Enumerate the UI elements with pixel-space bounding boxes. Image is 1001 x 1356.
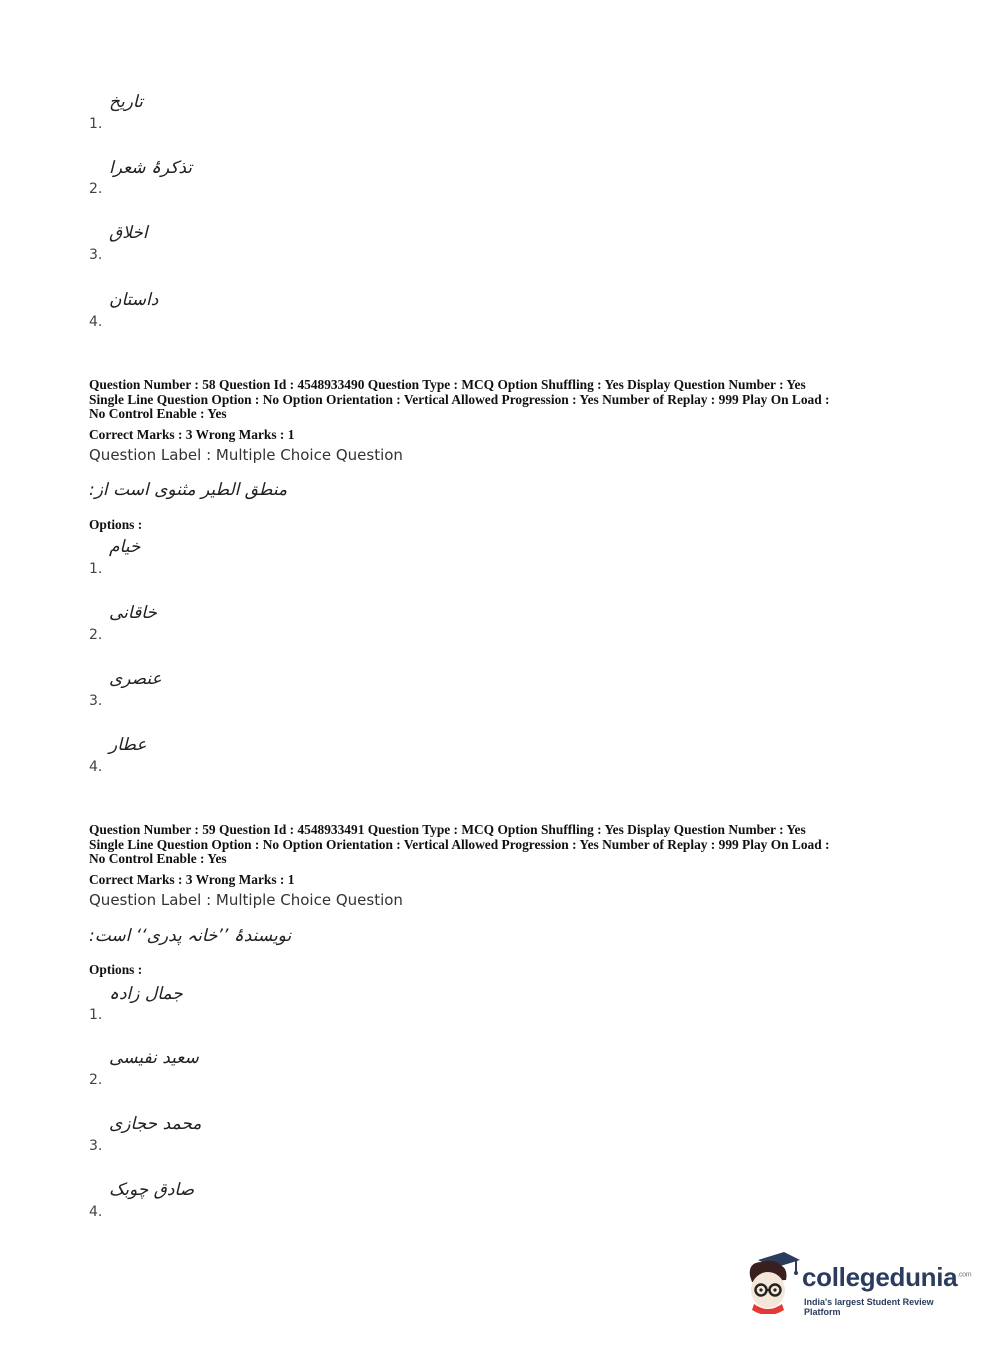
option-text: محمد حجازی [109, 1114, 202, 1134]
option-3[interactable] [89, 223, 289, 263]
option-number: 1. [89, 116, 103, 132]
q58-option-1[interactable] [89, 537, 289, 577]
option-number: 1. [89, 561, 103, 577]
option-number: 2. [89, 181, 103, 197]
logo-tagline: India's largest Student Review Platform [804, 1297, 934, 1317]
option-text: خاقانی [109, 603, 157, 623]
question-59-marks: Correct Marks : 3 Wrong Marks : 1 [89, 872, 295, 887]
option-text: عطار [109, 735, 147, 755]
option-text: اخلاق [109, 223, 148, 243]
question-58-text: منطق الطیر مثنوی است از: [89, 480, 288, 500]
option-number: 4. [89, 314, 103, 330]
option-number: 3. [89, 693, 103, 709]
meta-line: Single Line Question Option : No Option Orientation : Vertical Allowed Progression : Yes Number of Replay : 999 Play On Load : [89, 391, 830, 407]
meta-line: No Control Enable : Yes [89, 851, 227, 867]
option-2[interactable] [89, 157, 289, 197]
question-59-label: Question Label : Multiple Choice Question [89, 891, 403, 909]
option-4[interactable] [89, 290, 289, 330]
question-58-options-label: Options : [89, 517, 143, 532]
logo-wordmark [802, 1262, 971, 1293]
option-number: 2. [89, 1072, 103, 1088]
q59-option-2[interactable] [89, 1048, 289, 1088]
question-59-meta [89, 823, 929, 867]
meta-line: No Control Enable : Yes [89, 406, 227, 422]
option-number: 4. [89, 759, 103, 775]
meta-line: Question Number : 58 Question Id : 4548933490 Question Type : MCQ Option Shuffling : Yes Display Question Number : Yes [89, 377, 806, 392]
q59-option-3[interactable] [89, 1114, 289, 1154]
question-58-label: Question Label : Multiple Choice Question [89, 446, 403, 464]
option-text: داستان [109, 290, 159, 310]
q58-option-3[interactable] [89, 669, 289, 709]
option-number: 3. [89, 247, 103, 263]
question-58-meta [89, 378, 929, 422]
question-59-options-label: Options : [89, 962, 143, 977]
option-text: سعید نفیسی [109, 1048, 199, 1068]
option-text: صادق چوبک [109, 1180, 195, 1200]
option-text: جمال زادہ [109, 984, 183, 1004]
option-text: تاریخ [109, 92, 143, 112]
q59-option-4[interactable] [89, 1180, 289, 1220]
q58-option-4[interactable] [89, 735, 289, 775]
q58-option-2[interactable] [89, 603, 289, 643]
collegedunia-logo[interactable] [740, 1250, 970, 1320]
logo-word: collegedunia [802, 1262, 958, 1292]
option-number: 4. [89, 1204, 103, 1220]
option-number: 1. [89, 1007, 103, 1023]
student-mascot-icon [740, 1250, 802, 1314]
meta-line: Question Number : 59 Question Id : 4548933491 Question Type : MCQ Option Shuffling : Yes Display Question Number : Yes [89, 822, 806, 837]
option-number: 2. [89, 627, 103, 643]
logo-suffix: .com [957, 1271, 972, 1279]
question-58-marks: Correct Marks : 3 Wrong Marks : 1 [89, 427, 295, 442]
option-1[interactable] [89, 92, 289, 132]
option-number: 3. [89, 1138, 103, 1154]
meta-line: Single Line Question Option : No Option Orientation : Vertical Allowed Progression : Yes Number of Replay : 999 Play On Load : [89, 836, 830, 852]
question-59-text: نویسندۂ ’’خانہ پدری‘‘ است: [89, 926, 292, 946]
q59-option-1[interactable] [89, 983, 289, 1023]
option-text: خیام [109, 537, 141, 557]
option-text: عنصری [109, 669, 162, 689]
option-text: تذکرۂ شعرا [109, 158, 193, 178]
